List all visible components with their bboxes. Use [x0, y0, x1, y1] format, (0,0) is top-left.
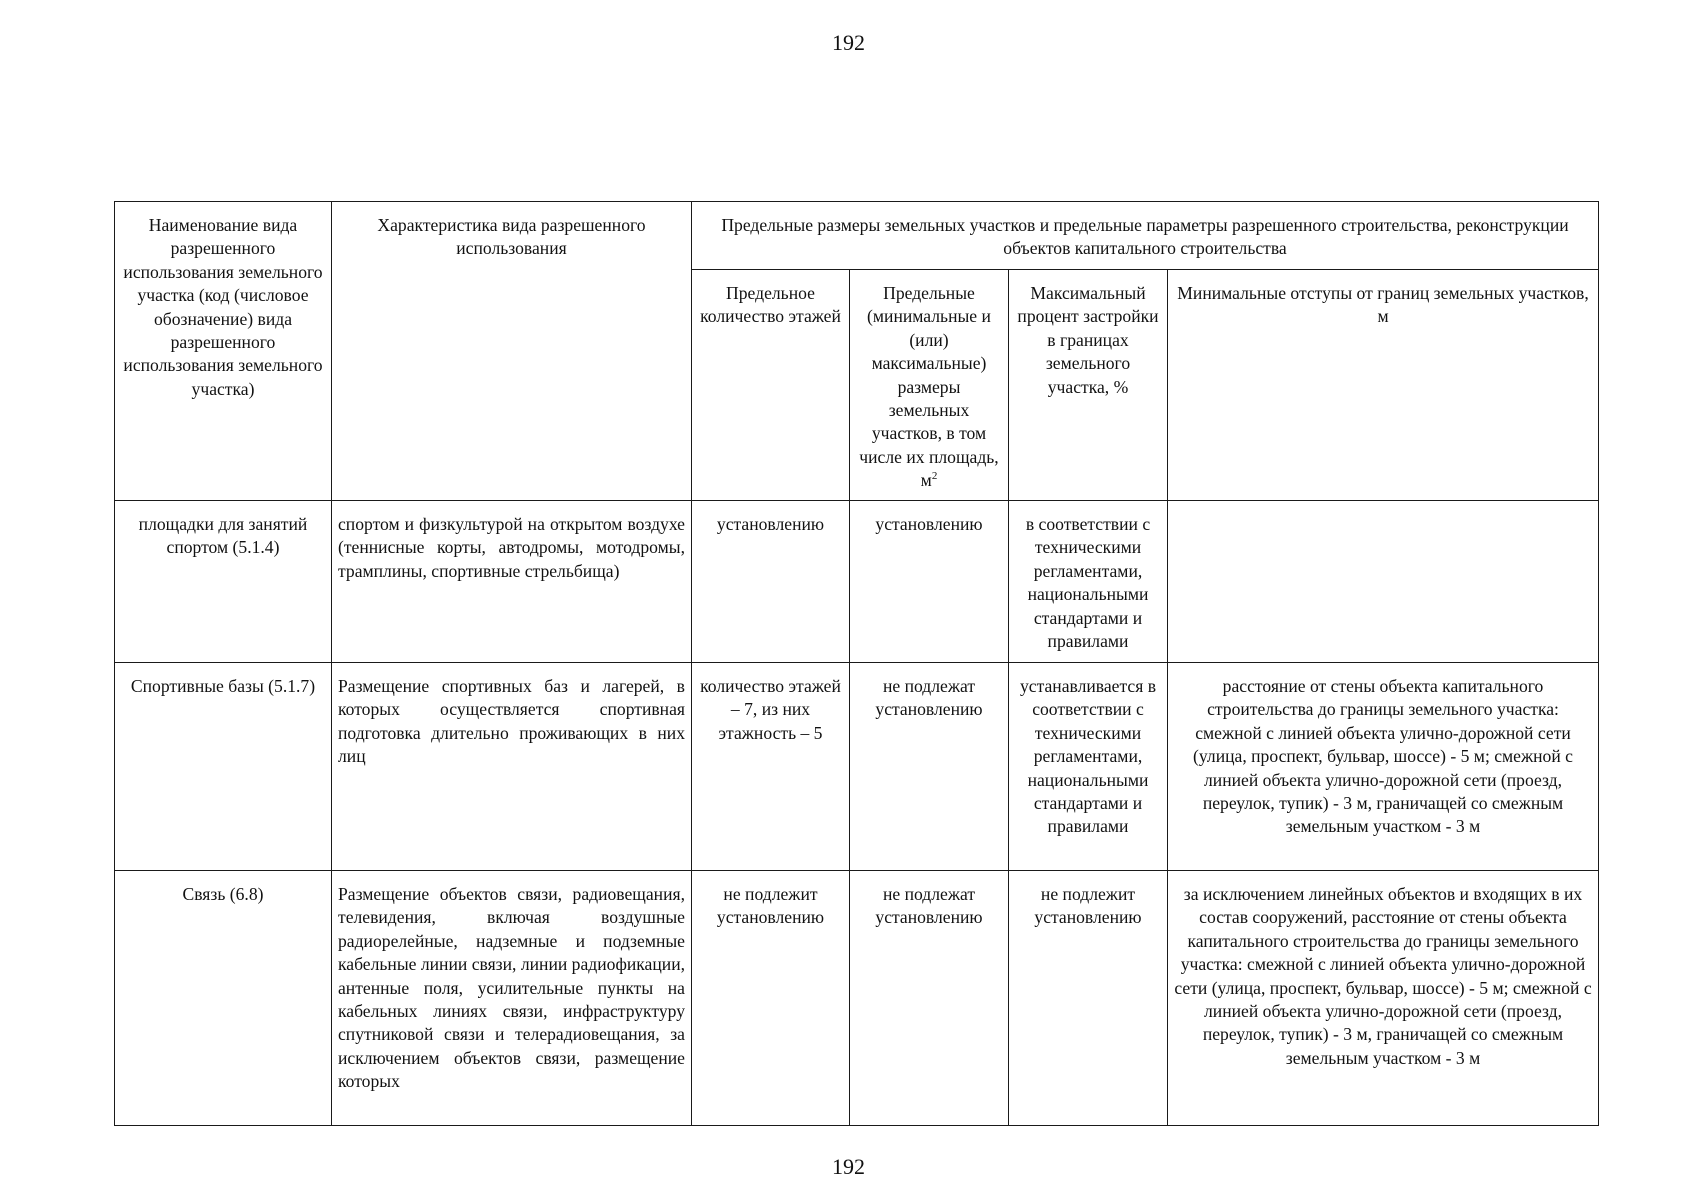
header-floors-limit: Предельное количество этажей [692, 270, 850, 501]
header-build-percent: Максимальный процент застройки в границах земельного участка, % [1009, 270, 1168, 501]
cell-name: площадки для занятий спортом (5.1.4) [115, 501, 332, 663]
cell-setbacks [1168, 501, 1599, 663]
cell-percent: устанавливается в соответствии с техническими регламентами, национальными стандартами и правилами [1009, 663, 1168, 871]
header-setbacks: Минимальные отступы от границ земельных участков, м [1168, 270, 1599, 501]
cell-sizes: установлению [850, 501, 1009, 663]
header-plot-sizes [850, 270, 1009, 501]
cell-floors: количество этажей – 7, из них этажность – 5 [692, 663, 850, 871]
cell-sizes: не подлежат установлению [850, 871, 1009, 1126]
cell-name: Спортивные базы (5.1.7) [115, 663, 332, 871]
header-land-use-description: Характеристика вида разрешенного использования [332, 202, 692, 501]
land-use-regulations-table [114, 201, 1599, 1126]
table-row [115, 871, 1599, 1126]
cell-setbacks: за исключением линейных объектов и входящих в их состав сооружений, расстояние от стены объекта капитального строительства до границы земельного участка: смежной с линией объекта улично-дорожной сети (улица, проспект, бульвар, шоссе) - 5 м; смежной с линией объекта улично-дорожной сети (проезд, переулок, тупик) - 3 м, граничащей со смежным земельным участком - 3 м [1168, 871, 1599, 1126]
cell-description: спортом и физкультурой на открытом воздухе (теннисные корты, автодромы, мотодромы, трамплины, спортивные стрельбища) [332, 501, 692, 663]
cell-name: Связь (6.8) [115, 871, 332, 1126]
cell-floors: не подлежит установлению [692, 871, 850, 1126]
page-number-bottom: 192 [832, 1154, 865, 1179]
header-land-use-name: Наименование вида разрешенного использования земельного участка (код (числовое обозначение) вида разрешенного использования земельного участка) [115, 202, 332, 501]
cell-floors: установлению [692, 501, 850, 663]
page-number-top: 192 [832, 30, 865, 55]
header-limit-parameters: Предельные размеры земельных участков и предельные параметры разрешенного строительства, реконструкции объектов капитального строительства [692, 202, 1599, 270]
table-row [115, 501, 1599, 663]
cell-description: Размещение объектов связи, радиовещания, телевидения, включая воздушные радиорелейные, надземные и подземные кабельные линии связи, линии радиофикации, антенные поля, усилительные пункты на кабельных линиях связи, инфраструктуру спутниковой связи и телерадиовещания, за исключением объектов связи, размещение которых [332, 871, 692, 1126]
table-row [115, 663, 1599, 871]
cell-setbacks: расстояние от стены объекта капитального строительства до границы земельного участка: смежной с линией объекта улично-дорожной сети (улица, проспект, бульвар, шоссе) - 5 м; смежной с линией объекта улично-дорожной сети (проезд, переулок, тупик) - 3 м, граничащей со смежным земельным участком - 3 м [1168, 663, 1599, 871]
cell-percent: не подлежит установлению [1009, 871, 1168, 1126]
cell-sizes: не подлежат установлению [850, 663, 1009, 871]
cell-description: Размещение спортивных баз и лагерей, в которых осуществляется спортивная подготовка длительно проживающих в них лиц [332, 663, 692, 871]
cell-percent: в соответствии с техническими регламентами, национальными стандартами и правилами [1009, 501, 1168, 663]
header-plot-sizes-text: Предельные (минимальные и (или) максимальные) размеры земельных участков, в том числе их площадь, м [859, 283, 999, 491]
table-header-row [115, 202, 1599, 270]
header-plot-sizes-superscript: 2 [931, 470, 938, 483]
